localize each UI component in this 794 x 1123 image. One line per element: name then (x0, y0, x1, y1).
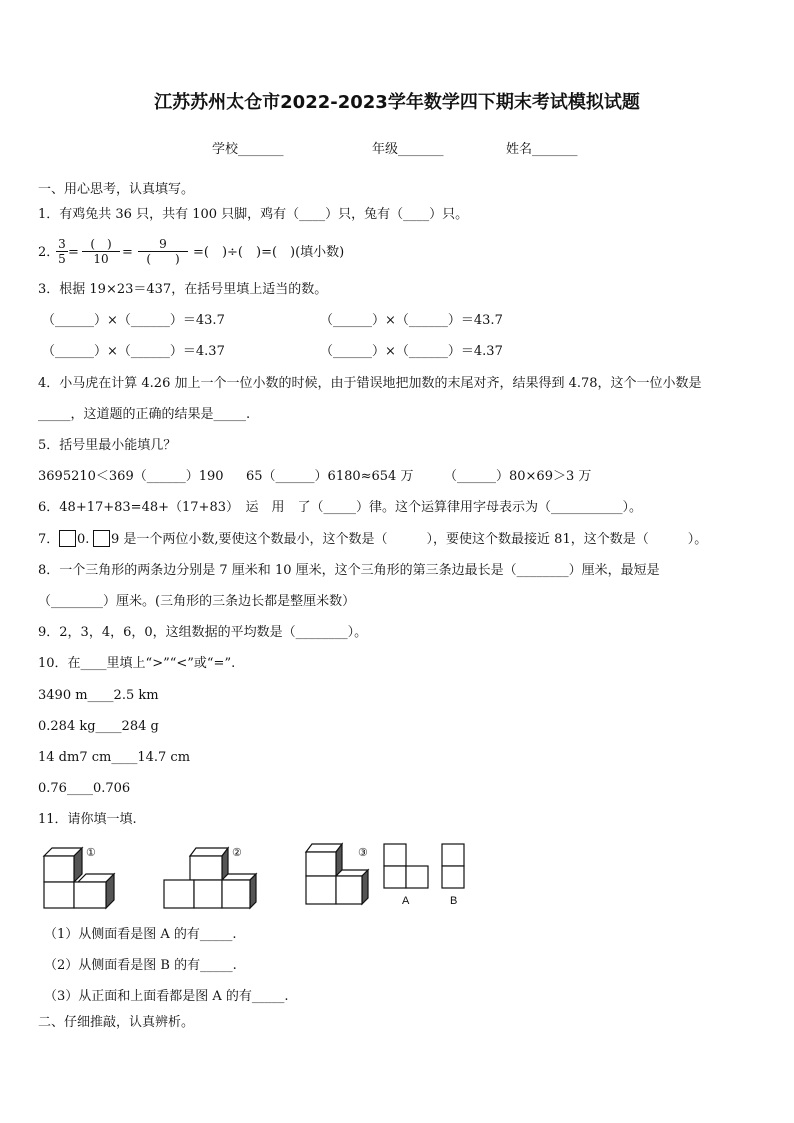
q2-tail: =( )÷( )=( )(填小数) (193, 245, 345, 260)
q5-item-c: （______）80×69＞3 万 (444, 469, 592, 484)
name-field[interactable]: 姓名_______ (506, 142, 578, 157)
cube-figure-2 (162, 844, 262, 912)
figure-1-marker: ① (86, 847, 96, 859)
q3-row2-right: （______）×（______）＝4.37 (320, 344, 503, 359)
q3-row1-left: （______）×（______）＝43.7 (42, 313, 225, 328)
view-b-figure (440, 842, 466, 890)
figure-3-marker: ③ (358, 847, 368, 859)
q2-fraction-3: 9 ( ) (138, 237, 188, 266)
q10-item-d: 0.76____0.706 (38, 781, 131, 796)
q2-number: 2． (38, 245, 60, 260)
q11-sub-1: （1）从侧面看是图 A 的有_____. (44, 927, 237, 942)
question-9: 9．2，3，4，6，0，这组数据的平均数是（________）。 (38, 625, 368, 640)
q10-item-b: 0.284 kg____284 g (38, 719, 159, 734)
q10-item-a: 3490 m____2.5 km (38, 688, 159, 703)
q5-item-b: 65（______）6180≈654 万 (246, 469, 414, 484)
q2-fraction-1: $\frac{3}{5}$ (56, 237, 68, 266)
cube-figure-1 (40, 844, 122, 914)
question-6: 6．48+17+83=48+（17+83） 运 用 了（_____）律。这个运算律用字母表示为（___________）。 (38, 500, 642, 515)
view-a-figure (382, 842, 430, 890)
question-4-line2: _____，这道题的正确的结果是_____. (38, 407, 251, 422)
view-a-label: A (402, 895, 410, 907)
q3-row2-left: （______）×（______）＝4.37 (42, 344, 225, 359)
question-11: 11．请你填一填. (38, 812, 137, 827)
school-field[interactable]: 学校_______ (212, 142, 284, 157)
digit-box-2[interactable] (93, 530, 110, 547)
question-3: 3．根据 19×23＝437，在括号里填上适当的数。 (38, 282, 328, 297)
q2-fraction-2: ( ) 10 (82, 237, 120, 266)
question-5: 5．括号里最小能填几？ (38, 438, 177, 453)
question-4-line1: 4．小马虎在计算 4.26 加上一个一位小数的时候，由于错误地把加数的末尾对齐，结果得到 4.78，这个一位小数是 (38, 376, 702, 391)
q3-row1-right: （______）×（______）＝43.7 (320, 313, 503, 328)
question-8-line2: （________）厘米。(三角形的三条边长都是整厘米数） (38, 594, 356, 609)
figure-2-marker: ② (232, 847, 242, 859)
question-1: 1．有鸡兔共 36 只，共有 100 只脚，鸡有（____）只，兔有（____）只。 (38, 207, 469, 222)
q7-text: 9 是一个两位小数,要使这个数最小，这个数是（ ），要使这个数最接近 81，这个数是（ ）。 (111, 532, 708, 547)
q10-item-c: 14 dm7 cm____14.7 cm (38, 750, 191, 765)
q11-sub-3: （3）从正面和上面看都是图 A 的有_____. (44, 989, 289, 1004)
question-10: 10．在____里填上“>”“<”或“=”. (38, 656, 236, 671)
q5-item-a: 3695210＜369（______）190 (38, 469, 224, 484)
q11-sub-2: （2）从侧面看是图 B 的有_____. (44, 958, 237, 973)
digit-box-1[interactable] (59, 530, 76, 547)
grade-field[interactable]: 年级_______ (372, 142, 444, 157)
section-two-heading: 二、仔细推敲，认真辨析。 (38, 1015, 195, 1030)
question-8-line1: 8．一个三角形的两条边分别是 7 厘米和 10 厘米，这个三角形的第三条边最长是（________）厘米，最短是 (38, 563, 660, 578)
view-b-label: B (450, 895, 458, 907)
section-one-heading: 一、用心思考，认真填写。 (38, 182, 195, 197)
page-title: 江苏苏州太仓市2022-2023学年数学四下期末考试模拟试题 (154, 92, 640, 113)
